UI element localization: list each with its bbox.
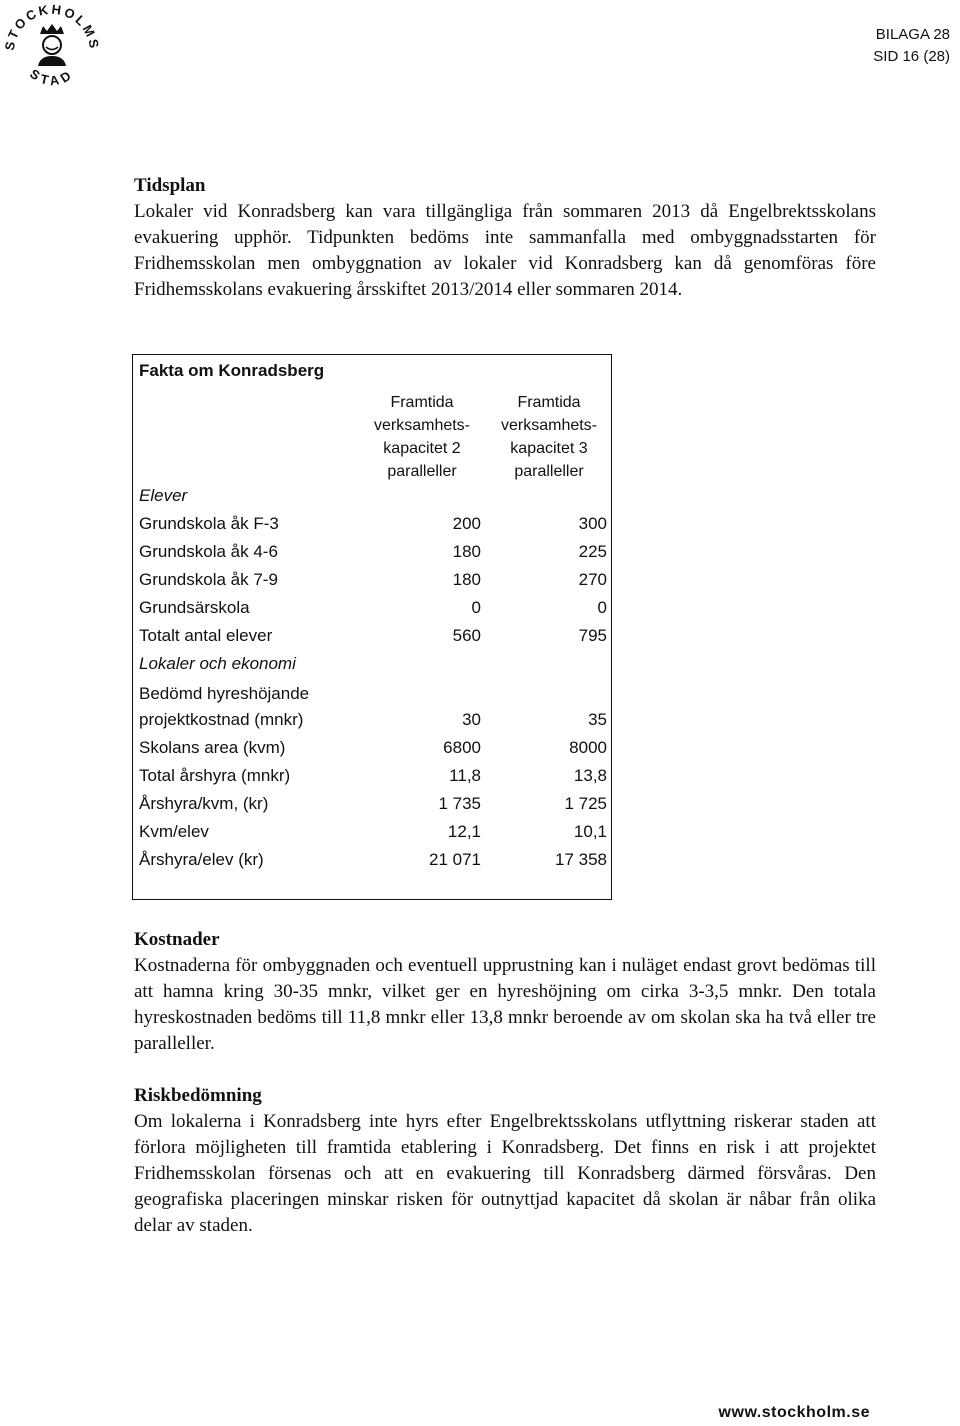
column-header-line: Framtida [390,394,454,411]
section-label-elever [139,483,607,509]
row-value-2: 180 [452,570,481,589]
row-label: Lokaler och ekonomi [139,654,296,673]
row-value-2: 200 [452,514,481,533]
row-value-3: 225 [578,542,607,561]
row-value-2: 560 [452,626,481,645]
row-label-line: Bedömd hyreshöjande [139,684,310,703]
row-value-2: 0 [471,598,481,617]
row-label: Elever [139,486,188,505]
table-row [139,567,607,593]
row-value-2: 12,1 [447,822,481,841]
row-label: Grundskola åk 7-9 [139,570,278,589]
bilaga-label: BILAGA 28 [875,26,950,43]
row-value-3: 0 [597,598,607,617]
column-header-line: paralleller [514,463,584,480]
row-value-2: 30 [462,710,481,729]
column-header-line: kapacitet 2 [383,440,461,457]
row-value-3: 795 [578,626,607,645]
section-kostnader [134,927,876,1057]
row-value-2: 11,8 [449,766,481,785]
table-row [139,735,607,761]
row-value-3: 300 [578,514,607,533]
row-label: Totalt antal elever [139,626,273,645]
row-label: Grundskola åk 4-6 [139,542,278,561]
stockholms-stad-logo [0,0,104,104]
table-row [139,681,607,733]
section-paragraph: Kostnaderna för ombyggnaden och eventuell upprustning kan i nuläget endast grovt bedömas till att hamna kring 30-35 mnkr, vilket ger en hyreshöjning om cirka 3-3,5 mnkr. Den totala hyreskostnaden bedöms till 11,8 mnkr eller 13,8 mnkr beroende av om skolan ska ha två eller tre paralleller. [134,955,876,1054]
row-value-3: 35 [588,710,607,729]
section-heading: Kostnader [134,929,220,950]
row-label: Årshyra/elev (kr) [139,850,264,869]
row-label: Total årshyra (mnkr) [139,766,291,785]
fact-box [132,354,612,900]
footer-url[interactable]: www.stockholm.se [718,1404,870,1421]
row-value-2: 1 735 [438,794,481,813]
column-header-line: paralleller [387,463,457,480]
column-header-line: verksamhets- [500,417,598,434]
table-row [139,847,607,873]
column-header-3-paralleller [484,391,614,483]
row-label-line: projektkostnad (mnkr) [139,710,304,729]
page-number: SID 16 (28) [873,48,950,65]
table-row [139,763,607,789]
column-header-2-paralleller [357,391,487,483]
row-label: Grundskola åk F-3 [139,514,279,533]
row-value-3: 8000 [569,738,607,757]
column-header-line: Framtida [517,394,581,411]
table-row [139,819,607,845]
row-value-3: 10,1 [573,822,607,841]
row-label: Grundsärskola [139,598,250,617]
row-label: Årshyra/kvm, (kr) [139,794,269,813]
row-value-3: 1 725 [564,794,607,813]
row-label [139,681,369,733]
fact-box-title: Fakta om Konradsberg [139,361,325,380]
row-value-3: 270 [578,570,607,589]
section-tidsplan [134,173,876,303]
table-row [139,595,607,621]
logo-text-bottom: STAD [27,65,77,89]
row-value-2: 180 [452,542,481,561]
section-label-lokaler [139,651,607,677]
table-row [139,511,607,537]
document-header [873,24,950,68]
row-value-2: 21 071 [429,850,481,869]
row-value-2: 6800 [443,738,481,757]
row-value-3: 13,8 [573,766,607,785]
svg-text:STAD [27,66,77,89]
row-label: Skolans area (kvm) [139,738,286,757]
section-riskbedomning [134,1083,876,1239]
crown-seal-icon [0,0,104,104]
column-header-line: verksamhets- [373,417,471,434]
logo-text-top: STOCKHOLMS [1,1,103,52]
row-label: Kvm/elev [139,822,209,841]
section-paragraph: Om lokalerna i Konradsberg inte hyrs efter Engelbrektsskolans utflyttning riskerar staden att förlora möjligheten till framtida etablering i Konradsberg. Det finns en risk i att projektet Fridhemsskolan försenas och att en evakuering till Konradsberg därmed försvåras. Den geografiska placeringen minskar risken för outnyttjad kapacitet då skolan är nåbar från olika delar av staden. [134,1111,876,1236]
table-row-total [139,623,607,649]
column-header-line: kapacitet 3 [510,440,588,457]
section-paragraph: Lokaler vid Konradsberg kan vara tillgängliga från sommaren 2013 då Engelbrektsskolans evakuering upphör. Tidpunkten bedöms inte sammanfalla med ombyggnadsstarten för Fridhemsskolan men ombyggnation av lokaler vid Konradsberg kan då genomföras före Fridhemsskolans evakuering årsskiftet 2013/2014 eller sommaren 2014. [134,201,876,300]
row-value-3: 17 358 [555,850,607,869]
table-row [139,539,607,565]
section-heading: Riskbedömning [134,1085,262,1106]
section-heading: Tidsplan [134,175,206,196]
table-row [139,791,607,817]
